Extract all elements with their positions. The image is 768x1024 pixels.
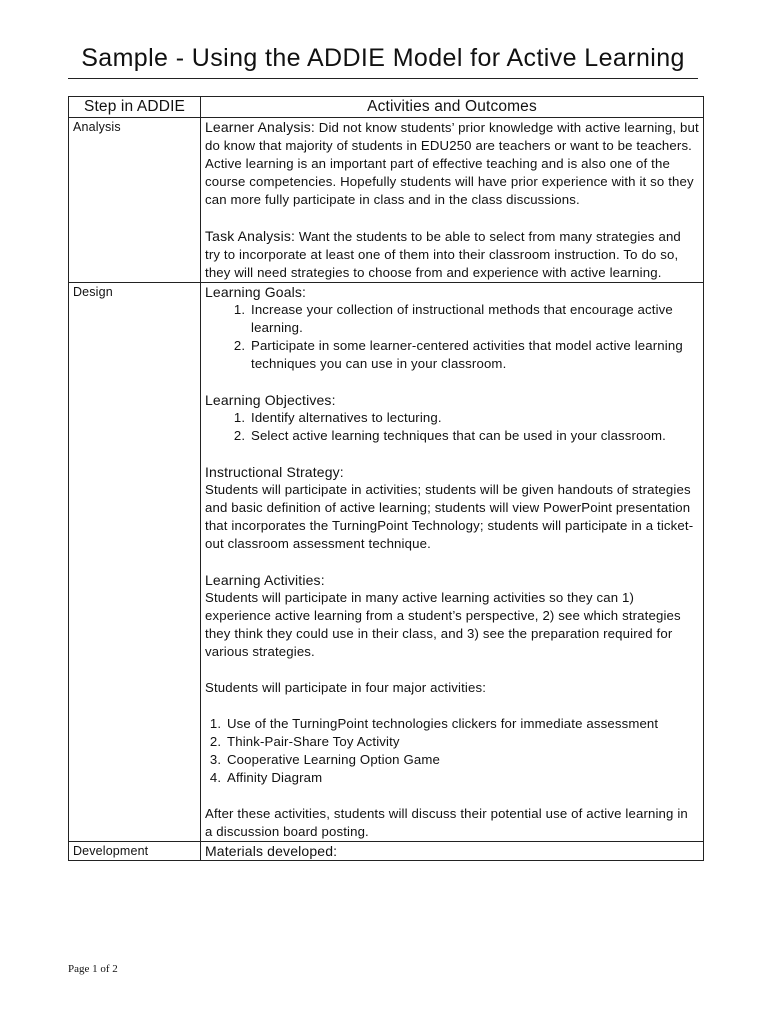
learning-goals-heading: Learning Goals: [205,284,307,300]
learner-analysis [205,118,699,209]
page-title: Sample - Using the ADDIE Model for Active Learning [68,44,698,79]
step-label-development: Development [69,842,201,861]
table-row-development [69,842,704,861]
column-header-step: Step in ADDIE [69,97,201,118]
four-activities-intro: Students will participate in four major activities: [205,680,487,695]
list-item: 2. Participate in some learner-centered activities that model active learning techniques you can use in your classroom. [249,337,699,373]
learning-objectives-list [205,409,699,445]
table-header-row [69,97,704,118]
page-footer: Page 1 of 2 [68,963,118,975]
list-item: 3. Cooperative Learning Option Game [225,751,699,769]
learner-analysis-text: Did not know students’ prior knowledge with active learning, but do know that majority of students in EDU250 are teachers or want to be teachers. Active learning is an important part of effective teaching and is also one of the course competencies. Hopefully students will have prior experience with it so they can more fully participate in class and in the class discussions. [205,120,699,207]
learning-activities-heading: Learning Activities: [205,572,325,588]
list-item: 2. Select active learning techniques that can be used in your classroom. [249,427,699,445]
list-item: 4. Affinity Diagram [225,769,699,787]
learning-objectives-heading: Learning Objectives: [205,392,336,408]
learning-activities-text: Students will participate in many active learning activities so they can 1) experience active learning from a student’s perspective, 2) see which strategies they think they could use in their class, and 3) see the preparation required for various strategies. [205,590,681,659]
list-item: 2. Think-Pair-Share Toy Activity [225,733,699,751]
table-row-analysis [69,118,704,283]
discussion-closing-text: After these activities, students will discuss their potential use of active learning in a discussion board posting. [205,806,688,839]
task-analysis-text: Want the students to be able to select from many strategies and try to incorporate at least one of them into their classroom instruction. To do so, they will need strategies to choose from and experience with active learning. [205,229,681,280]
analysis-content [201,118,704,283]
list-item: 1. Increase your collection of instructional methods that encourage active learning. [249,301,699,337]
learner-analysis-heading: Learner Analysis: [205,119,315,135]
materials-developed-heading: Materials developed: [201,842,704,861]
instructional-strategy-text: Students will participate in activities; students will be given handouts of strategies and basic definition of active learning; students will view PowerPoint presentation that incorporates the TurningPoint Technology; students will participate in a ticket-out classroom assessment technique. [205,482,694,551]
four-activities-list [205,715,699,787]
task-analysis [205,227,699,282]
list-item: 1. Use of the TurningPoint technologies clickers for immediate assessment [225,715,699,733]
table-row-design [69,283,704,842]
learning-goals-list [205,301,699,373]
step-label-design: Design [69,283,201,842]
column-header-activities: Activities and Outcomes [201,97,704,118]
list-item: 1. Identify alternatives to lecturing. [249,409,699,427]
task-analysis-heading: Task Analysis: [205,228,296,244]
design-content [201,283,704,842]
addie-table [68,96,704,861]
step-label-analysis: Analysis [69,118,201,283]
instructional-strategy-heading: Instructional Strategy: [205,464,344,480]
